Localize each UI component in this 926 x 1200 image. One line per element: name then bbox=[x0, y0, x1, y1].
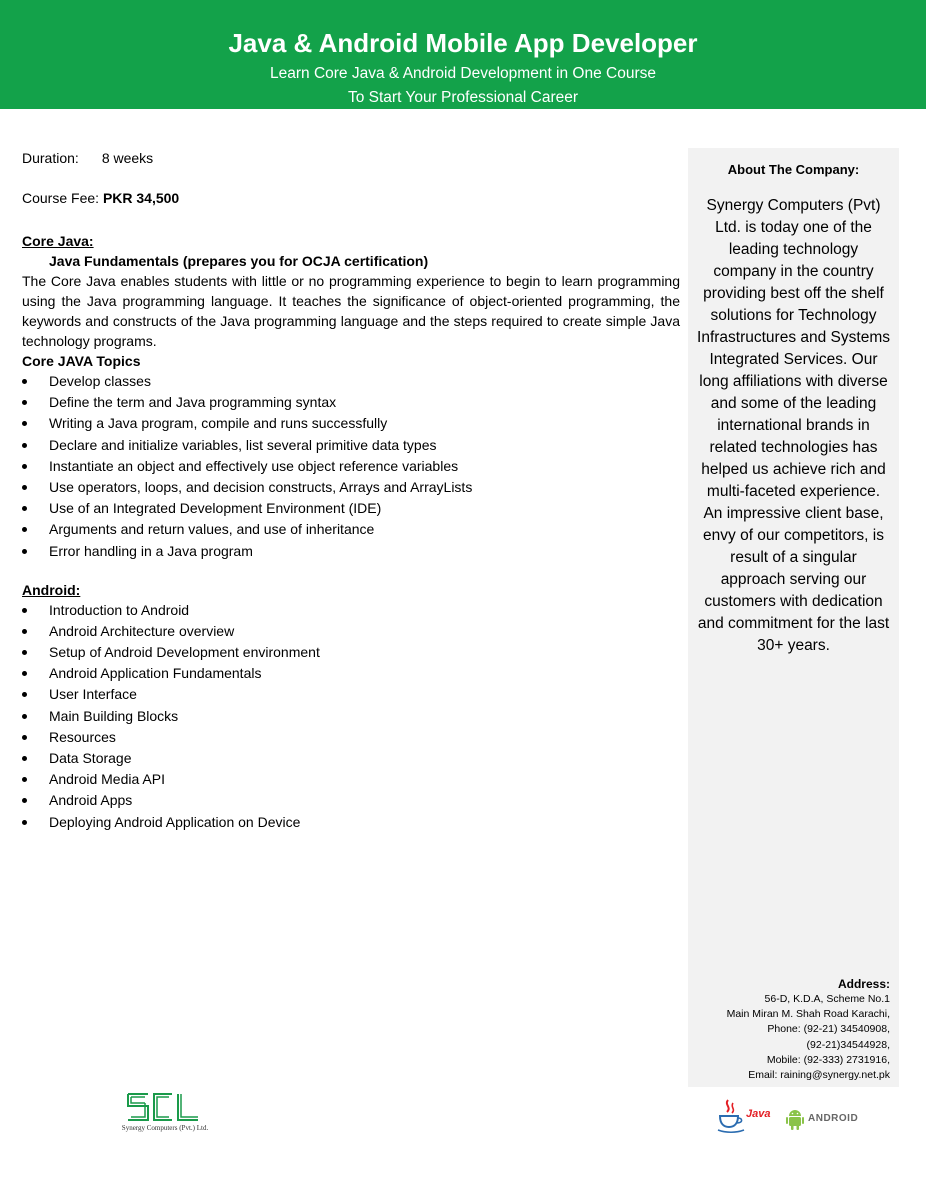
subtitle-line-2: To Start Your Professional Career bbox=[347, 89, 579, 106]
bullet-icon bbox=[22, 777, 27, 782]
list-item-text: Declare and initialize variables, list several primitive data types bbox=[49, 436, 437, 453]
address-line: 56-D, K.D.A, Scheme No.1 bbox=[764, 993, 890, 1005]
list-item bbox=[22, 727, 680, 748]
java-logo-text: Java bbox=[746, 1108, 771, 1120]
android-topic-list bbox=[22, 600, 680, 833]
core-java-heading: Core Java: bbox=[22, 233, 94, 249]
address-line: Main Miran M. Shah Road Karachi, bbox=[726, 1008, 890, 1021]
list-item bbox=[22, 477, 680, 498]
fee-value: PKR 34,500 bbox=[102, 190, 180, 206]
bullet-icon bbox=[22, 692, 27, 697]
list-item-text: Android Architecture overview bbox=[49, 622, 235, 639]
scl-logo-mark bbox=[100, 1090, 230, 1124]
core-java-subheading: Java Fundamentals (prepares you for OCJA certification) bbox=[49, 253, 429, 269]
bullet-icon bbox=[22, 549, 27, 554]
list-item-text: Develop classes bbox=[49, 373, 151, 389]
list-item-text: Android Application Fundamentals bbox=[49, 665, 262, 682]
android-heading: Android: bbox=[22, 581, 81, 598]
list-item-text: User Interface bbox=[49, 686, 137, 703]
android-logo bbox=[786, 1108, 860, 1130]
bullet-icon bbox=[22, 400, 27, 405]
list-item-text: Resources bbox=[49, 728, 116, 745]
list-item bbox=[22, 519, 680, 540]
duration-row bbox=[22, 148, 680, 168]
bullet-icon bbox=[22, 506, 27, 511]
list-item-text: Error handling in a Java program bbox=[49, 542, 253, 559]
bullet-icon bbox=[22, 379, 27, 384]
list-item bbox=[22, 769, 680, 790]
bullet-icon bbox=[22, 714, 27, 719]
java-logo bbox=[716, 1098, 778, 1134]
subtitle-line-1: Learn Core Java & Android Development in One Course bbox=[270, 65, 656, 82]
list-item bbox=[22, 621, 680, 642]
phone-line: (92-21)34544928, bbox=[806, 1038, 890, 1051]
bullet-icon bbox=[22, 629, 27, 634]
android-robot-icon bbox=[786, 1108, 804, 1130]
bullet-icon bbox=[22, 608, 27, 613]
list-item bbox=[22, 413, 680, 434]
core-java-description: The Core Java enables students with little or no programming experience to begin to learn programming using the Java programming language. It teaches the significance of object-oriented programming, the keywords and constructs of the Java programming language and the steps required to create simple Java technology programs. bbox=[22, 273, 680, 349]
android-logo-text: ANDROID bbox=[808, 1113, 859, 1124]
bullet-icon bbox=[22, 527, 27, 532]
address-block bbox=[727, 976, 890, 1083]
email-line: Email: raining@synergy.net.pk bbox=[748, 1069, 890, 1082]
list-item-text: Setup of Android Development environment bbox=[49, 644, 320, 661]
bullet-icon bbox=[22, 735, 27, 740]
bullet-icon bbox=[22, 485, 27, 490]
bullet-icon bbox=[22, 671, 27, 676]
list-item-text: Writing a Java program, compile and runs successfully bbox=[49, 415, 388, 432]
phone-line: Phone: (92-21) 34540908, bbox=[767, 1023, 890, 1036]
bullet-icon bbox=[22, 421, 27, 426]
list-item-text: Android Media API bbox=[49, 771, 165, 788]
list-item-text: Android Apps bbox=[49, 792, 133, 809]
duration-label: Duration: bbox=[22, 150, 79, 166]
list-item-text: Use of an Integrated Development Environment (IDE) bbox=[49, 500, 382, 517]
fee-label: Course Fee: bbox=[22, 190, 100, 206]
list-item bbox=[22, 371, 680, 392]
scl-caption: Synergy Computers (Pvt.) Ltd. bbox=[121, 1124, 209, 1132]
about-text: Synergy Computers (Pvt) Ltd. is today one of the leading technology company in the country providing best off the shelf solutions for Technology Infrastructures and Systems Integrated Services. Our long affiliations with diverse and some of the leading international brands in related technologies has helped us achieve rich and multi-faceted experience. An impressive client base, envy of our competitors, is result of a singular approach serving our customers with dedication and commitment for the last 30+ years. bbox=[697, 197, 890, 654]
bullet-icon bbox=[22, 650, 27, 655]
list-item bbox=[22, 790, 680, 811]
list-item bbox=[22, 498, 680, 519]
list-item bbox=[22, 812, 680, 833]
list-item bbox=[22, 435, 680, 456]
bullet-icon bbox=[22, 464, 27, 469]
list-item-text: Data Storage bbox=[49, 750, 132, 766]
about-company-panel bbox=[688, 148, 899, 1087]
mobile-line: Mobile: (92-333) 2731916, bbox=[766, 1053, 890, 1066]
bullet-icon bbox=[22, 820, 27, 825]
duration-value: 8 weeks bbox=[101, 150, 154, 166]
bullet-icon bbox=[22, 443, 27, 448]
list-item bbox=[22, 706, 680, 727]
list-item-text: Introduction to Android bbox=[49, 601, 190, 618]
list-item bbox=[22, 600, 680, 621]
about-heading: About The Company: bbox=[727, 162, 860, 177]
list-item bbox=[22, 392, 680, 413]
bullet-icon bbox=[22, 798, 27, 803]
list-item-text: Use operators, loops, and decision constructs, Arrays and ArrayLists bbox=[49, 478, 473, 495]
bullet-icon bbox=[22, 756, 27, 761]
address-heading: Address: bbox=[837, 977, 890, 991]
page-header bbox=[0, 0, 926, 109]
course-content bbox=[22, 148, 680, 833]
scl-logo bbox=[100, 1090, 230, 1136]
fee-row bbox=[22, 188, 680, 208]
list-item-text: Define the term and Java programming syntax bbox=[49, 394, 337, 411]
list-item-text: Arguments and return values, and use of inheritance bbox=[49, 521, 375, 538]
list-item bbox=[22, 642, 680, 663]
list-item-text: Instantiate an object and effectively use object reference variables bbox=[49, 457, 459, 474]
core-java-topic-list bbox=[22, 371, 680, 562]
list-item bbox=[22, 684, 680, 705]
list-item-text: Deploying Android Application on Device bbox=[49, 813, 301, 830]
list-item bbox=[22, 541, 680, 562]
java-cup-icon bbox=[716, 1098, 746, 1134]
list-item bbox=[22, 663, 680, 684]
list-item bbox=[22, 748, 680, 769]
list-item bbox=[22, 456, 680, 477]
list-item-text: Main Building Blocks bbox=[49, 707, 179, 724]
core-java-topics-title: Core JAVA Topics bbox=[22, 353, 141, 369]
page-title: Java & Android Mobile App Developer bbox=[228, 28, 698, 58]
